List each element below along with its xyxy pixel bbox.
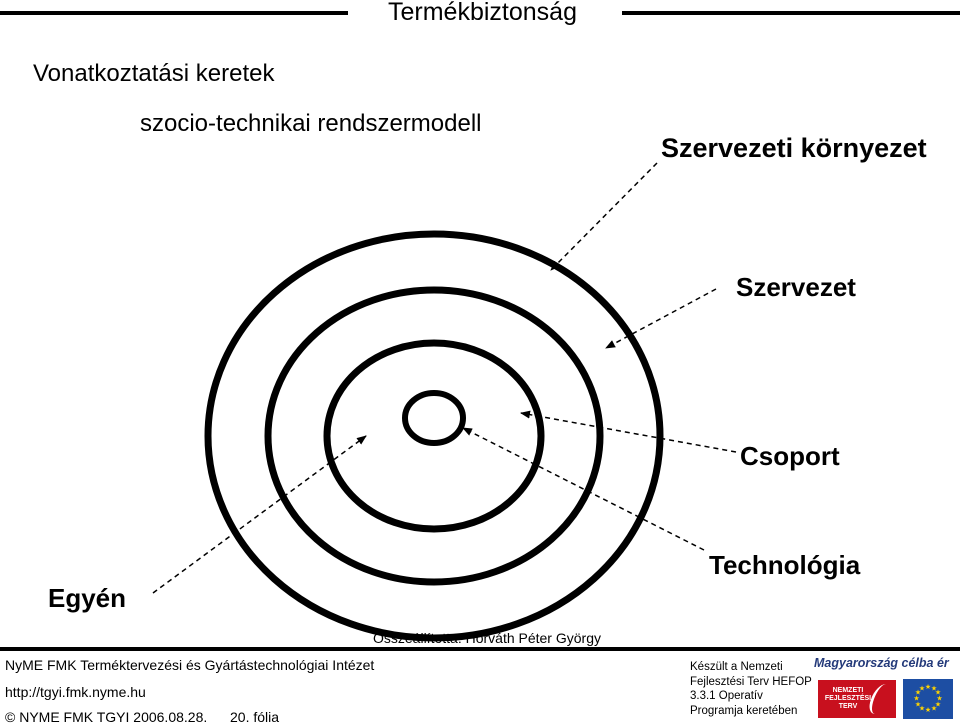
arrow-group	[521, 413, 736, 452]
model-label: szocio-technikai rendszermodell	[140, 110, 482, 137]
page-title: Termékbiztonság	[388, 0, 577, 26]
nft-logo-text: NEMZETI FEJLESZTÉSI TERV	[824, 687, 872, 710]
svg-text:★: ★	[913, 694, 920, 703]
footer-rule	[0, 647, 960, 651]
motto: Magyarország célba ér	[814, 656, 949, 670]
arrow-organization	[606, 289, 716, 348]
ring-individual	[405, 393, 463, 443]
eu-stars-icon	[903, 679, 953, 719]
label-group: Csoport	[740, 441, 840, 471]
svg-text:★: ★	[914, 688, 922, 697]
slide-number: 20. fólia	[230, 709, 280, 725]
eu-flag-icon	[903, 679, 953, 719]
arrow-environment	[551, 163, 657, 270]
institute-name: NyME FMK Terméktervezési és Gyártástechnológiai Intézet	[5, 657, 375, 673]
copyright: © NYME FMK TGYI 2006.08.28.	[5, 709, 208, 725]
svg-text:★: ★	[936, 694, 943, 703]
label-technology: Technológia	[709, 550, 861, 580]
svg-text:★: ★	[930, 684, 938, 693]
arrow-technology	[463, 428, 704, 550]
label-individual: Egyén	[48, 583, 127, 613]
svg-text:★: ★	[930, 704, 938, 713]
nft-logo	[818, 680, 896, 718]
svg-text:★: ★	[934, 688, 942, 697]
svg-text:★: ★	[918, 704, 926, 713]
svg-text:★: ★	[924, 683, 932, 691]
compiled-by: Összeállította: Horváth Péter György	[373, 630, 601, 646]
svg-text:★: ★	[918, 684, 926, 693]
ring-organization	[268, 290, 600, 582]
svg-text:★: ★	[924, 706, 932, 714]
ring-environment	[208, 234, 660, 638]
ring-group	[327, 343, 541, 529]
label-organization: Szervezet	[736, 272, 856, 302]
frame-label: Vonatkoztatási keretek	[33, 60, 275, 87]
svg-text:★: ★	[934, 700, 942, 709]
institute-url[interactable]: http://tgyi.fmk.nyme.hu	[5, 684, 146, 700]
label-environment: Szervezeti környezet	[661, 133, 927, 163]
funding-note: Készült a Nemzeti Fejlesztési Terv HEFOP 3.3.1 Operatív Programja keretében	[690, 661, 812, 717]
svg-text:★: ★	[914, 700, 922, 709]
